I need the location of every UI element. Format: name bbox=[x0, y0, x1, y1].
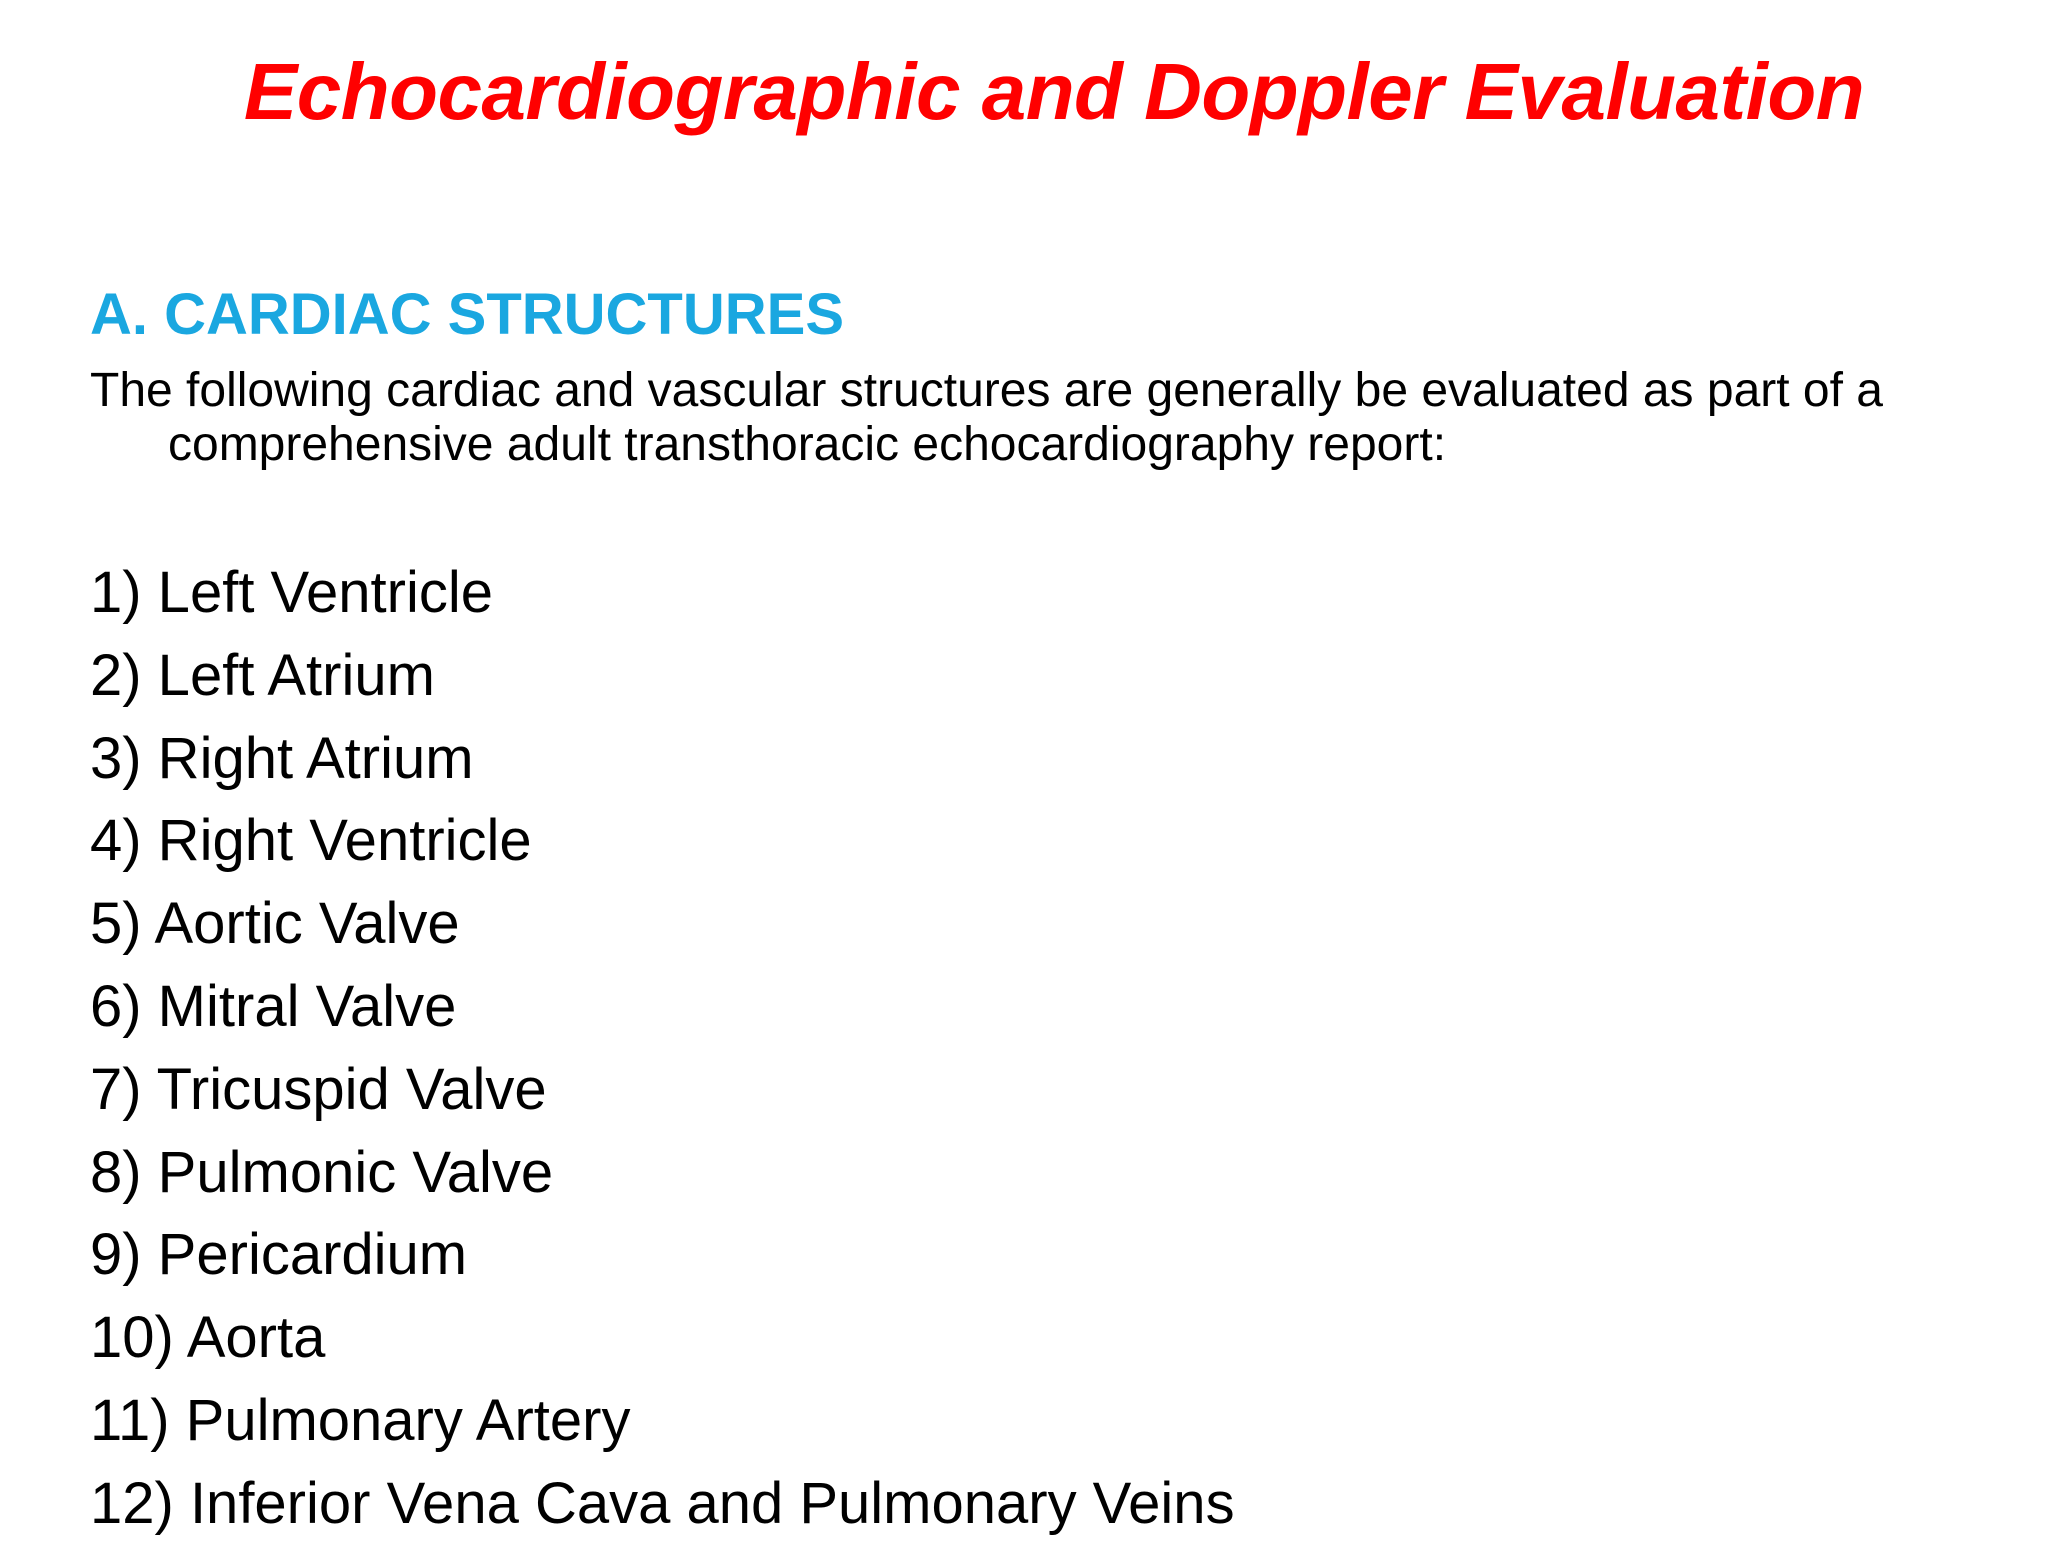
list-item: 4) Right Ventricle bbox=[90, 808, 532, 874]
structure-list bbox=[90, 552, 1235, 1546]
list-item: 11) Pulmonary Artery bbox=[90, 1387, 631, 1453]
section-heading: A. CARDIAC STRUCTURES bbox=[90, 282, 844, 347]
list-item: 8) Pulmonic Valve bbox=[90, 1139, 554, 1205]
list-item: 10) Aorta bbox=[90, 1305, 326, 1371]
list-item: 7) Tricuspid Valve bbox=[90, 1056, 547, 1122]
intro-paragraph: The following cardiac and vascular structures are generally be evaluated as part of a comprehensive adult transthoracic echocardiography report: bbox=[90, 364, 1883, 471]
list-item: 5) Aortic Valve bbox=[90, 891, 460, 957]
list-item: 6) Mitral Valve bbox=[90, 973, 457, 1039]
list-item: 3) Right Atrium bbox=[90, 725, 474, 791]
list-item: 2) Left Atrium bbox=[90, 642, 435, 708]
list-item: 9) Pericardium bbox=[90, 1222, 468, 1288]
list-item: 12) Inferior Vena Cava and Pulmonary Veins bbox=[90, 1470, 1235, 1536]
list-item: 1) Left Ventricle bbox=[90, 560, 493, 625]
slide-title: Echocardiographic and Doppler Evaluation bbox=[243, 47, 1865, 136]
